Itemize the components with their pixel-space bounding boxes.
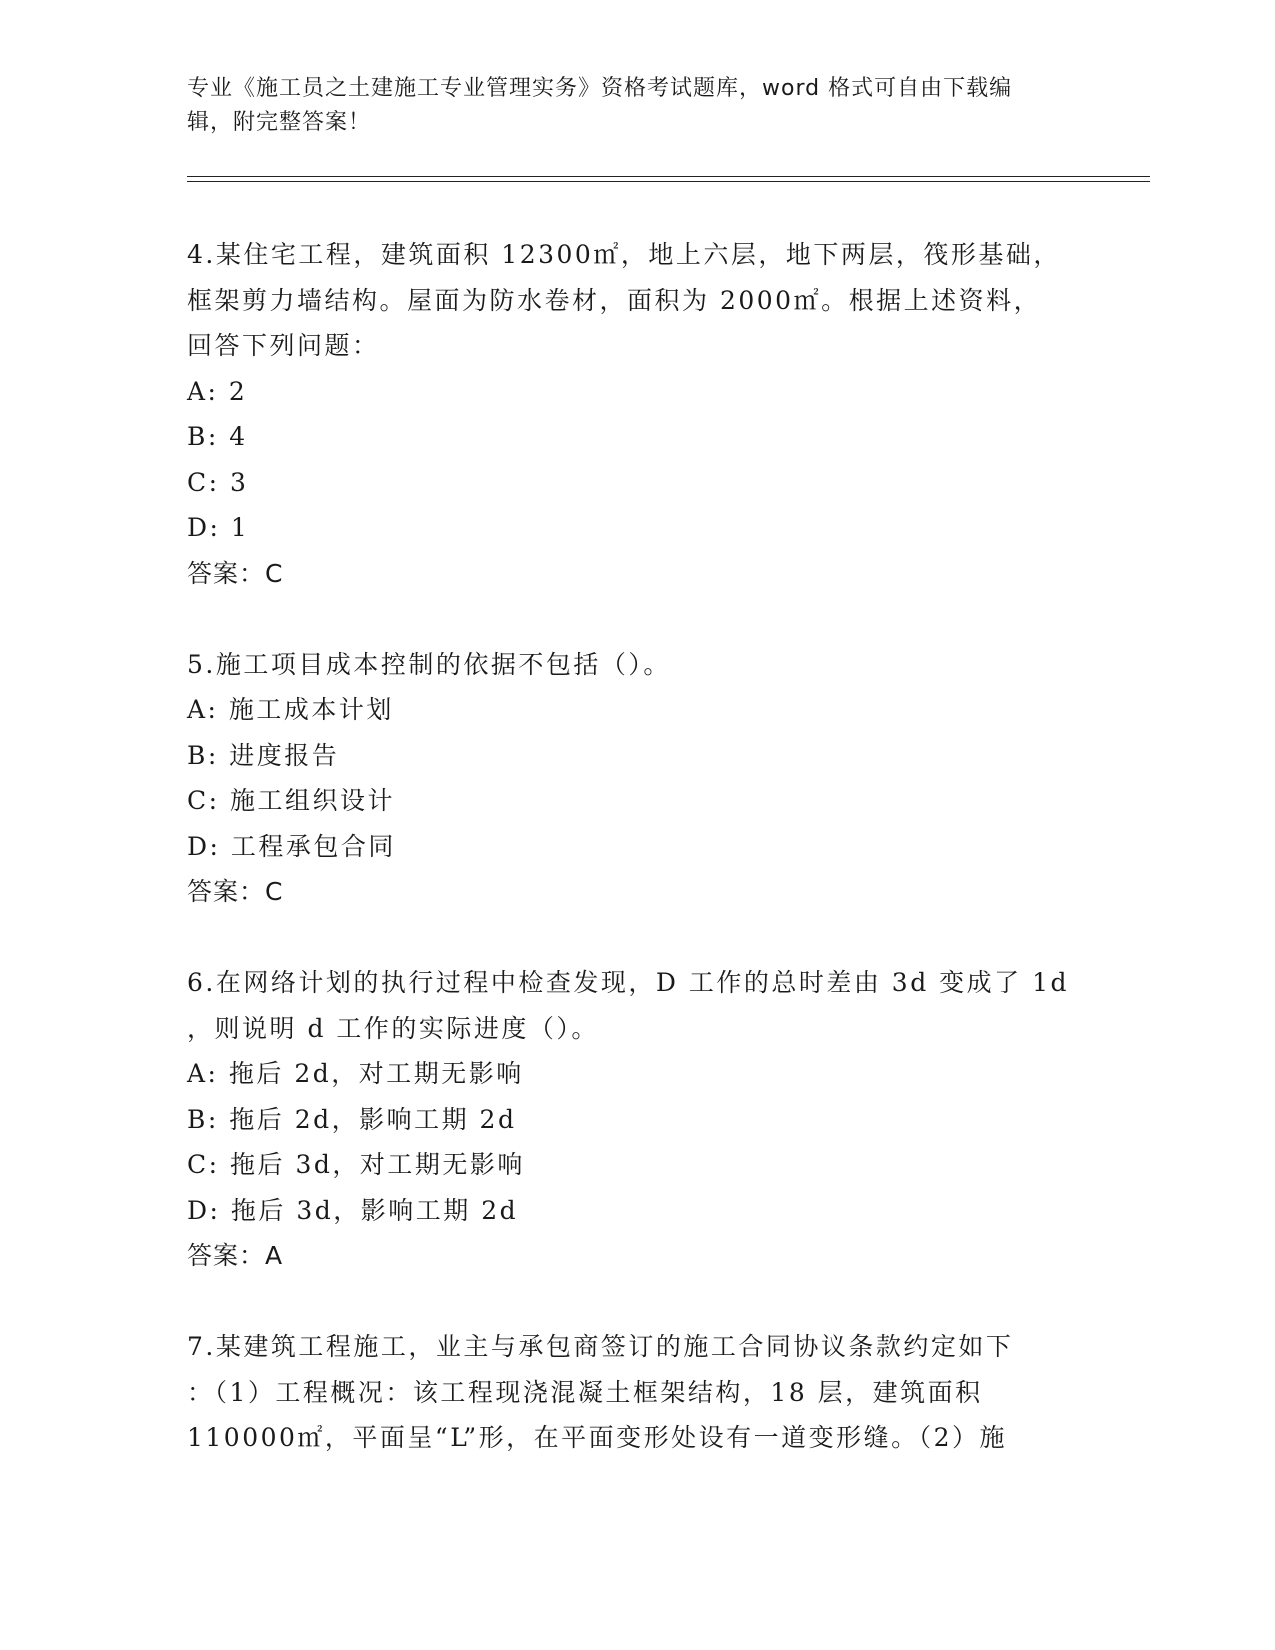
- question-text: 回答下列问题：: [187, 331, 380, 360]
- header-divider-top: [187, 176, 1150, 177]
- answer-text: 答案：C: [187, 877, 284, 906]
- document-header: [187, 72, 1067, 140]
- option-c: C: 3: [187, 467, 249, 497]
- question-text: 7.某建筑工程施工，业主与承包商签订的施工合同协议条款约定如下: [187, 1332, 1014, 1361]
- question-text: 6.在网络计划的执行过程中检查发现，D 工作的总时差由 3d 变成了 1d: [187, 968, 1070, 997]
- option-a: A: 拖后 2d，对工期无影响: [187, 1059, 524, 1088]
- question-text: ，则说明 d 工作的实际进度（）。: [187, 1013, 599, 1043]
- header-line-1: 专业《施工员之土建施工专业管理实务》资格考试题库，word 格式可自由下载编: [187, 76, 1013, 101]
- question-list: [187, 232, 1087, 1461]
- option-d: D: 1: [187, 513, 250, 542]
- question-text: ：（1）工程概况：该工程现浇混凝土框架结构，18 层，建筑面积: [187, 1377, 983, 1407]
- answer-text: 答案：A: [187, 1241, 284, 1270]
- question-text: 110000㎡，平面呈“L”形，在平面变形处设有一道变形缝。（2）施: [187, 1423, 1008, 1452]
- option-b: B: 进度报告: [187, 740, 340, 770]
- option-a: A: 施工成本计划: [187, 695, 394, 724]
- option-d: D: 工程承包合同: [187, 831, 396, 861]
- question-text: 框架剪力墙结构。屋面为防水卷材，面积为 2000㎡。根据上述资料，: [187, 285, 1042, 315]
- option-a: A: 2: [187, 376, 248, 406]
- option-b: B: 4: [187, 422, 248, 451]
- header-line-2: 辑，附完整答案！: [187, 110, 372, 135]
- option-b: B: 拖后 2d，影响工期 2d: [187, 1104, 517, 1134]
- question-5: [187, 642, 1087, 915]
- question-4: [187, 232, 1087, 596]
- option-c: C: 拖后 3d，对工期无影响: [187, 1150, 525, 1179]
- question-7: [187, 1324, 1087, 1461]
- option-c: C: 施工组织设计: [187, 786, 395, 815]
- header-divider-bottom: [187, 181, 1150, 182]
- answer-text: 答案：C: [187, 558, 284, 588]
- option-d: D: 拖后 3d，影响工期 2d: [187, 1195, 519, 1225]
- question-text: 4.某住宅工程，建筑面积 12300㎡，地上六层，地下两层，筏形基础，: [187, 240, 1061, 269]
- question-text: 5.施工项目成本控制的依据不包括（）。: [187, 649, 671, 679]
- question-6: [187, 960, 1087, 1279]
